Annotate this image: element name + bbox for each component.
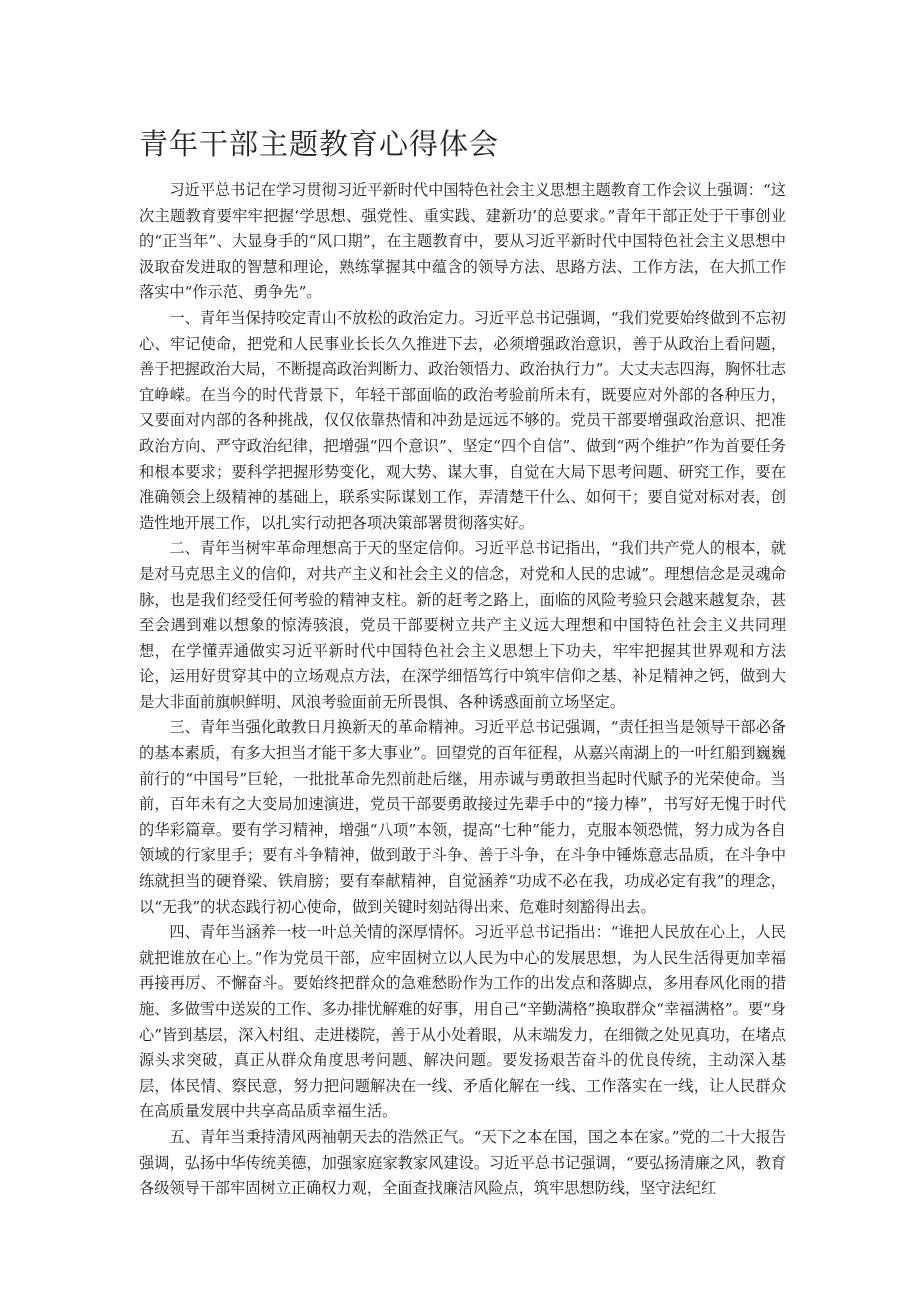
section-five-paragraph: 五、青年当秉持清风两袖朝天去的浩然正气。“天下之本在国，国之本在家。”党的二十大报告强调，弘扬中华传统美德，加强家庭家教家风建设。习近平总书记强调，“要弘扬清廉之风，教育各级领导干部牢固树立正确权力观，全面查找廉洁风险点，筑牢思想防线，坚守法纪红 (139, 1127, 786, 1198)
section-one-paragraph: 一、青年当保持咬定青山不放松的政治定力。习近平总书记强调，“我们党要始终做到不忘初心、牢记使命，把党和人民事业长长久久推进下去，必须增强政治意识，善于从政治上看问题，善于把握政治大局，不断提高政治判断力、政治领悟力、政治执行力”。大丈夫志四海，胸怀壮志宜峥嵘。在当今的时代背景下，年轻干部面临的政治考验前所未有，既要应对外部的各种压力，又要面对内部的各种挑战，仅仅依靠热情和冲劲是远远不够的。党员干部要增强政治意识、把准政治方向、严守政治纪律，把增强“四个意识”、坚定“四个自信”、做到“两个维护”作为首要任务和根本要求；要科学把握形势变化，观大势、谋大事，自觉在大局下思考问题、研究工作，要在准确领会上级精神的基础上，联系实际谋划工作，弄清楚干什么、如何干；要自觉对标对表，创造性地开展工作，以扎实行动把各项决策部署贯彻落实好。 (139, 308, 786, 532)
section-four-paragraph: 四、青年当涵养一枝一叶总关情的深厚情怀。习近平总书记指出：“谁把人民放在心上，人民就把谁放在心上。”作为党员干部，应牢固树立以人民为中心的发展思想，为人民生活得更加幸福再接再厉、不懈奋斗。要始终把群众的急难愁盼作为工作的出发点和落脚点，多用春风化雨的措施、多做雪中送炭的工作、多办排忧解难的好事，用自己“辛勤满格”换取群众“幸福满格”。要“身心”皆到基层，深入村组、走进楼院，善于从小处着眼，从末端发力，在细微之处见真功，在堵点源头求突破，真正从群众角度思考问题、解决问题。要发扬艰苦奋斗的优良传统，主动深入基层，体民情、察民意，努力把问题解决在一线、矛盾化解在一线、工作落实在一线，让人民群众在高质量发展中共享高品质幸福生活。 (139, 923, 786, 1121)
document-body (139, 178, 786, 1202)
section-two-paragraph: 二、青年当树牢革命理想高于天的坚定信仰。习近平总书记指出，“我们共产党人的根本，就是对马克思主义的信仰，对共产主义和社会主义的信念，对党和人民的忠诚”。理想信念是灵魂命脉，也是我们经受任何考验的精神支柱。新的赶考之路上，面临的风险考验只会越来越复杂，甚至会遇到难以想象的惊涛骇浪，党员干部要树立共产主义远大理想和中国特色社会主义共同理想，在学懂弄通做实习近平新时代中国特色社会主义思想上下功夫，牢牢把握其世界观和方法论，运用好贯穿其中的立场观点方法，在深学细悟笃行中筑牢信仰之基、补足精神之钙，做到大是大非面前旗帜鲜明、风浪考验面前无所畏惧、各种诱惑面前立场坚定。 (139, 539, 786, 711)
intro-paragraph: 习近平总书记在学习贯彻习近平新时代中国特色社会主义思想主题教育工作会议上强调：“这次主题教育要牢牢把握‘学思想、强党性、重实践、建新功’的总要求。”青年干部正处于干事创业的“正当年”、大显身手的“风口期”，在主题教育中，要从习近平新时代中国特色社会主义思想中汲取奋发进取的智慧和理论，熟练掌握其中蕴含的领导方法、思路方法、工作方法，在大抓工作落实中“作示范、勇争先”。 (139, 181, 786, 302)
section-three-paragraph: 三、青年当强化敢教日月换新天的革命精神。习近平总书记强调，“责任担当是领导干部必备的基本素质，有多大担当才能干多大事业”。回望党的百年征程，从嘉兴南湖上的一叶红船到巍巍前行的“中国号”巨轮，一批批革命先烈前赴后继，用赤诚与勇敢担当起时代赋予的光荣使命。当前，百年未有之大变局加速演进，党员干部要勇敢接过先辈手中的“接力棒”，书写好无愧于时代的华彩篇章。要有学习精神，增强“八项”本领，提高“七种”能力，克服本领恐慌，努力成为各自领域的行家里手；要有斗争精神，做到敢于斗争、善于斗争，在斗争中锤炼意志品质，在斗争中练就担当的硬脊梁、铁肩膀；要有奉献精神，自觉涵养“功成不必在我，功成必定有我”的理念，以“无我”的状态践行初心使命，做到关键时刻站得出来、危难时刻豁得出去。 (139, 718, 786, 916)
document-title: 青年干部主题教育心得体会 (139, 127, 500, 161)
